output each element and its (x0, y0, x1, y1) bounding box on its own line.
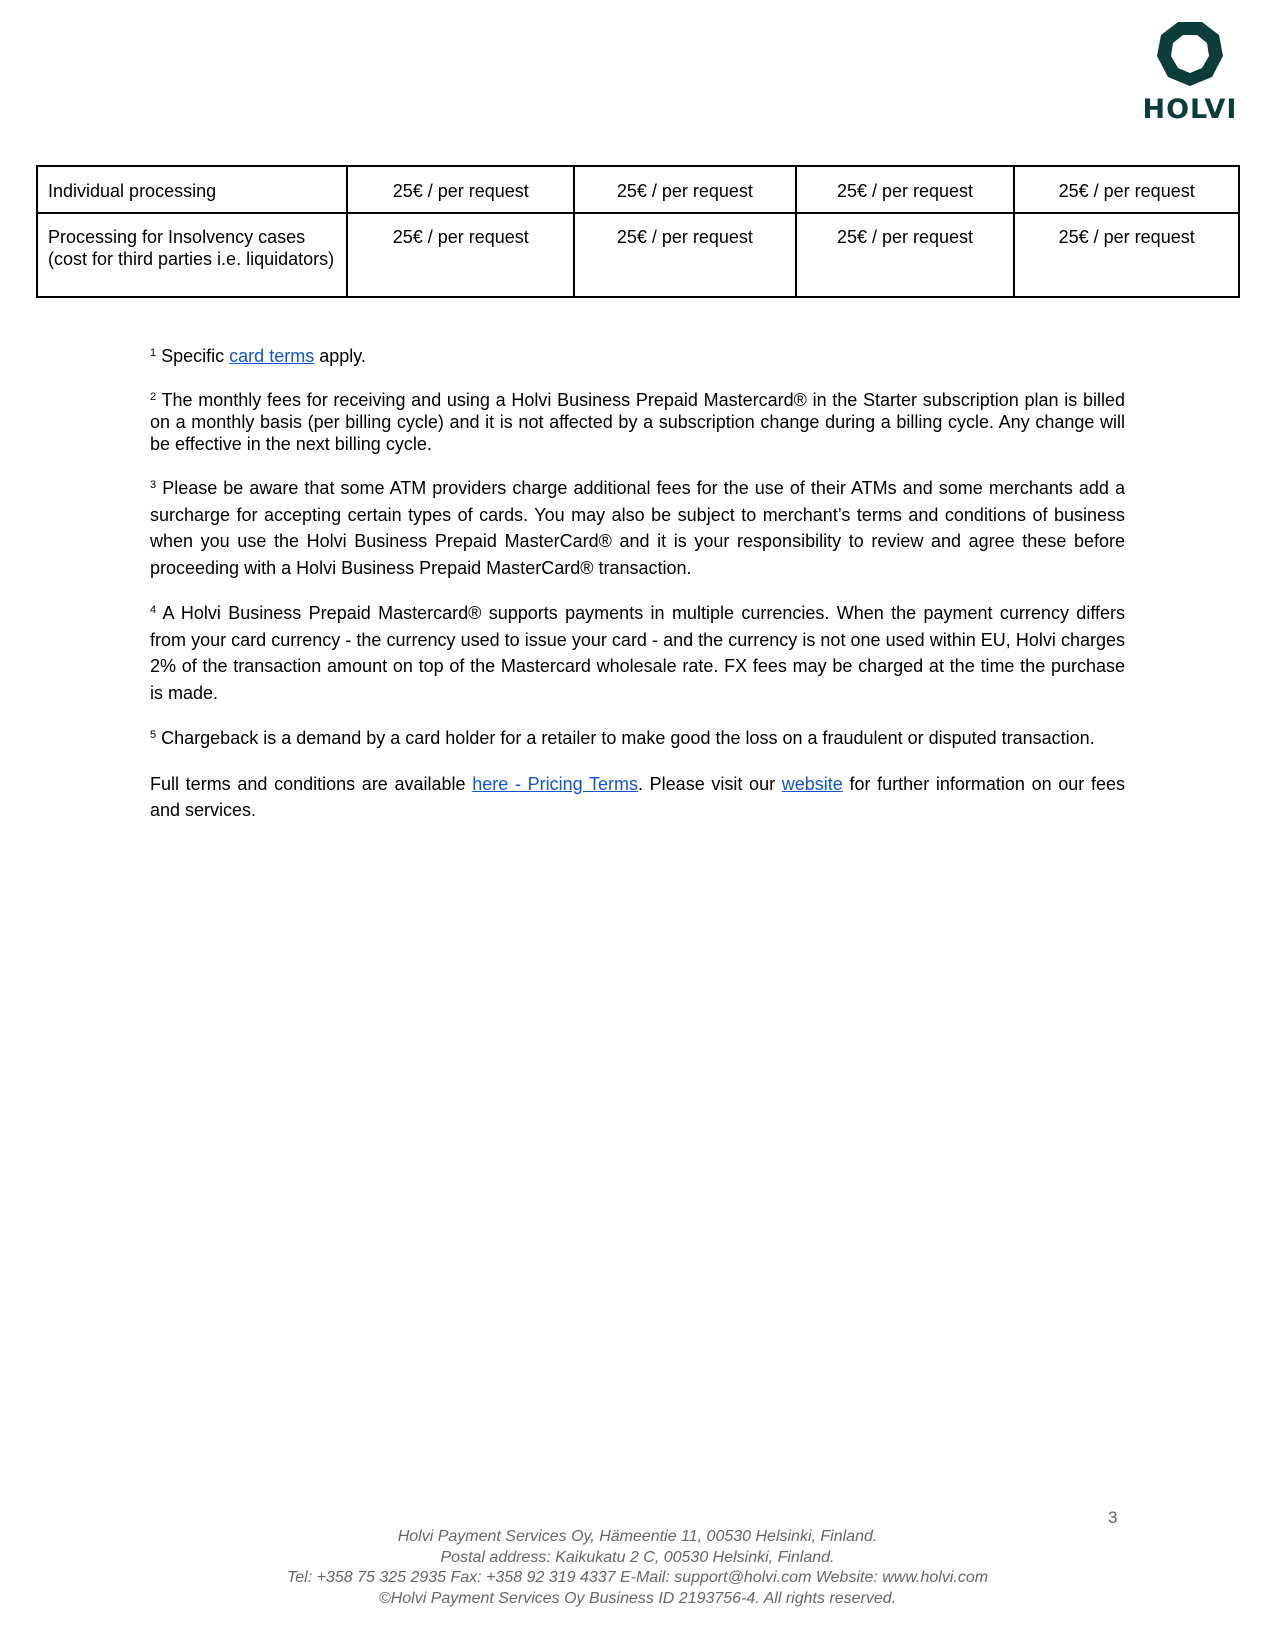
footnote-text: apply. (314, 346, 366, 366)
terms-paragraph (150, 771, 1125, 824)
fee-cell: 25€ / per request (1014, 166, 1239, 213)
footnote-1 (150, 345, 1125, 367)
footnote-number: 2 (150, 391, 157, 403)
page-footer (0, 1527, 1275, 1609)
footer-copyright: ©Holvi Payment Services Oy Business ID 2193756-4. All rights reserved. (378, 1589, 897, 1607)
fee-cell: 25€ / per request (796, 166, 1015, 213)
footnote-text: Specific (161, 346, 230, 366)
website-link[interactable]: website (781, 773, 843, 794)
footnote-text: Please be aware that some ATM providers charge additional fees for the use of their ATMs and some merchants add a surcharge for accepting certain types of cards. You may also be subject to merchant’s terms and conditions of business when you use the Holvi Business Prepaid MasterCard® and it is your responsibility to review and agree these before proceeding with a Holvi Business Prepaid MasterCard® transaction. (150, 478, 1125, 578)
table-row (37, 166, 1239, 213)
footer-contact: Tel: +358 75 325 2935 Fax: +358 92 319 4337 E-Mail: support@holvi.com Website: www.holvi.com (286, 1569, 989, 1586)
terms-text: for further information on our fees and services. (150, 773, 1125, 820)
fee-cell: 25€ / per request (574, 166, 796, 213)
footnote-number: 1 (150, 347, 157, 359)
footnote-text: The monthly fees for receiving and using a Holvi Business Prepaid Mastercard® in the Starter subscription plan is billed on a monthly basis (per billing cycle) and it is not affected by a subscription change during a billing cycle. Any change will be effective in the next billing cycle. (150, 390, 1125, 454)
footer-address: Holvi Payment Services Oy, Hämeentie 11, 00530 Helsinki, Finland. (397, 1528, 878, 1545)
page-number: 3 (1108, 1508, 1118, 1527)
fee-cell: 25€ / per request (347, 213, 574, 297)
fee-cell: 25€ / per request (347, 166, 574, 213)
fees-table (36, 165, 1240, 298)
footer-postal: Postal address: Kaikukatu 2 C, 00530 Helsinki, Finland. (440, 1548, 835, 1566)
row-label: Individual processing (37, 166, 347, 213)
footnote-2 (150, 389, 1125, 455)
card-terms-link[interactable]: card terms (229, 346, 315, 366)
footnote-number: 4 (150, 604, 157, 616)
holvi-octagon-icon (1156, 20, 1224, 88)
fee-cell: 25€ / per request (1014, 213, 1239, 297)
footnote-5 (150, 725, 1125, 752)
pricing-terms-link[interactable]: here - Pricing Terms (472, 773, 638, 794)
holvi-logo (1140, 20, 1240, 125)
row-label: Processing for Insolvency cases (cost for third parties i.e. liquidators) (37, 213, 347, 297)
terms-text: . Please visit our (637, 773, 782, 794)
table-row (37, 213, 1239, 297)
terms-text: Full terms and conditions are available (150, 773, 473, 794)
fee-cell: 25€ / per request (796, 213, 1015, 297)
footnote-text: Chargeback is a demand by a card holder for a retailer to make good the loss on a fraudulent or disputed transaction. (161, 728, 1095, 748)
footnote-number: 5 (150, 729, 157, 741)
footnote-number: 3 (150, 479, 157, 491)
fee-cell: 25€ / per request (574, 213, 796, 297)
footnote-text: A Holvi Business Prepaid Mastercard® supports payments in multiple currencies. When the payment currency differs from your card currency - the currency used to issue your card - and the currency is not one used within EU, Holvi charges 2% of the transaction amount on top of the Mastercard wholesale rate. FX fees may be charged at the time the purchase is made. (150, 603, 1126, 703)
footnotes (150, 345, 1125, 824)
footnote-3 (150, 475, 1125, 581)
logo-wordmark: HOLVI (1142, 94, 1238, 125)
footnote-4 (150, 600, 1125, 706)
